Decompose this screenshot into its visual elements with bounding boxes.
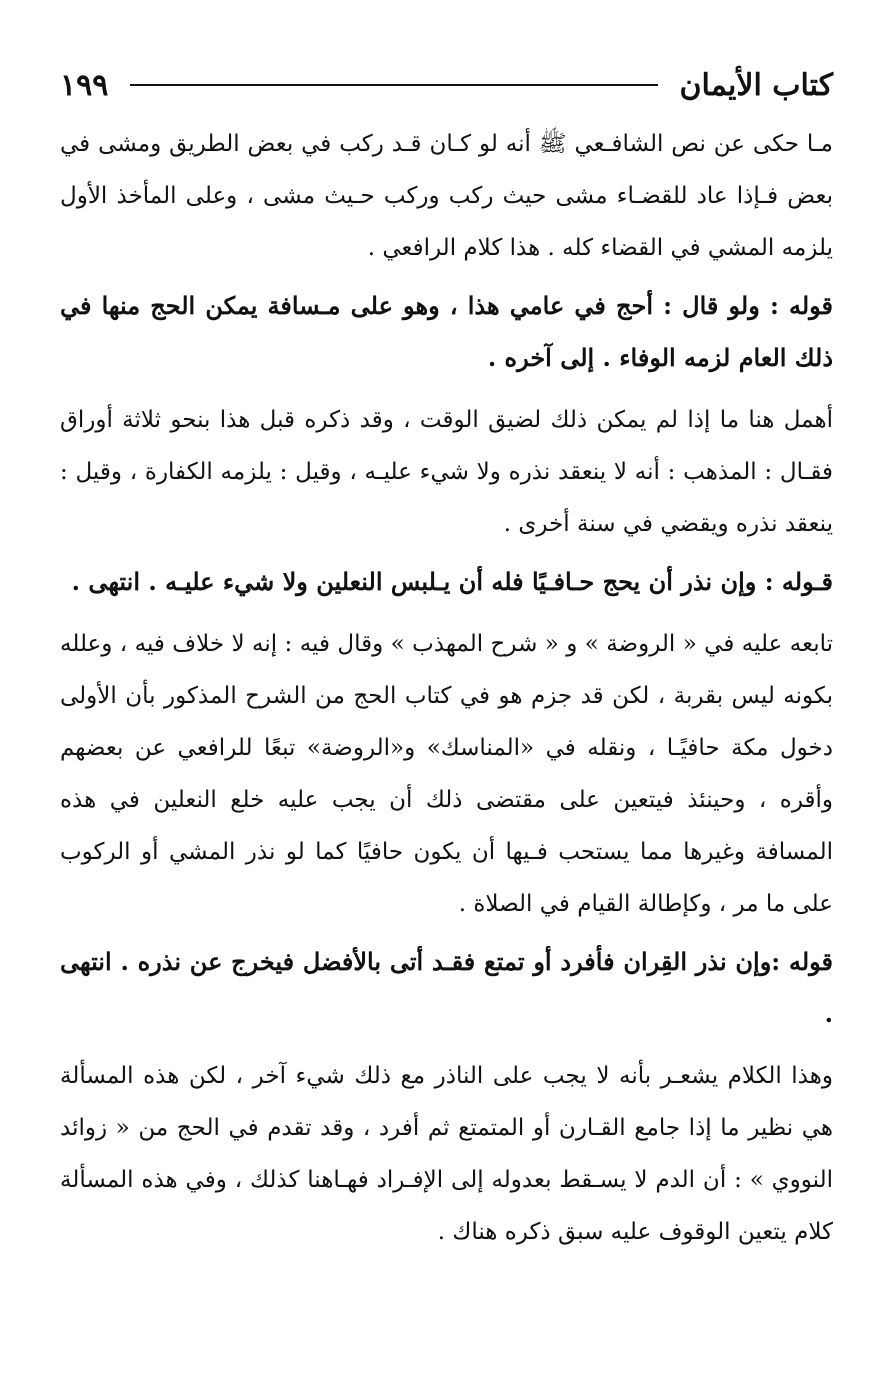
quoted-statement-1: قوله : ولو قال : أحج في عامي هذا ، وهو على مـسافة يمكن الحج منها في ذلك العام لزمه الوفاء . إلى آخره . xyxy=(60,291,833,372)
header-rule xyxy=(130,84,657,86)
page-body xyxy=(60,118,833,1258)
paragraph-2: أهمل هنا ما إذا لم يمكن ذلك لضيق الوقت ، وقد ذكره قبل هذا بنحو ثلاثة أوراق فقـال : المذهب : أنه لا ينعقد نذره ولا شيء عليـه ، وقيل : يلزمه الكفارة ، وقيل : ينعقد نذره ويقضي في سنة أخرى . xyxy=(60,407,833,537)
paragraph-1: مـا حكى عن نص الشافـعي ﷺ أنه لو كـان قـد ركب في بعض الطريق ومشى في بعض فـإذا عاد للقضـاء مشى حيث ركب وركب حـيث مشى ، وعلى المأخذ الأول يلزمه المشي في القضاء كله . هذا كلام الرافعي . xyxy=(60,131,833,261)
quoted-statement-3: قوله :وإن نذر القِران فأفرد أو تمتع فقـد أتى بالأفضل فيخرج عن نذره . انتهى . xyxy=(60,947,833,1028)
book-title: كتاب الأيمان xyxy=(679,67,833,103)
quoted-statement-2: قـوله : وإن نذر أن يحج حـافـيًا فله أن يـلبس النعلين ولا شيء عليـه . انتهى . xyxy=(71,567,833,596)
page-number: ١٩٩ xyxy=(60,67,109,103)
paragraph-4: وهذا الكلام يشعـر بأنه لا يجب على الناذر مع ذلك شيء آخر ، لكن هذه المسألة هي نظير ما إذا جامع القـارن أو المتمتع ثم أفرد ، وقد تقدم في الحج من « زوائد النووي » : أن الدم لا يسـقط بعدوله إلى الإفـراد فهـاهنا كذلك ، وفي هذه المسألة كلام يتعين الوقوف عليه سبق ذكره هناك . xyxy=(60,1063,833,1245)
paragraph-3: تابعه عليه في « الروضة » و « شرح المهذب » وقال فيه : إنه لا خلاف فيه ، وعلله بكونه ليس بقربة ، لكن قد جزم هو في كتاب الحج من الشرح المذكور بأن الأولى دخول مكة حافيًـا ، ونقله في «المناسك» و«الروضة» تبعًا للرافعي عن بعضهم وأقره ، وحينئذ فيتعين على مقتضى ذلك أن يجب عليه خلع النعلين في هذه المسافة وغيرها مما يستحب فـيها أن يكون حافيًا كما لو نذر المشي أو الركوب على ما مر ، وكإطالة القيام في الصلاة . xyxy=(60,631,833,917)
page-header xyxy=(60,60,833,110)
